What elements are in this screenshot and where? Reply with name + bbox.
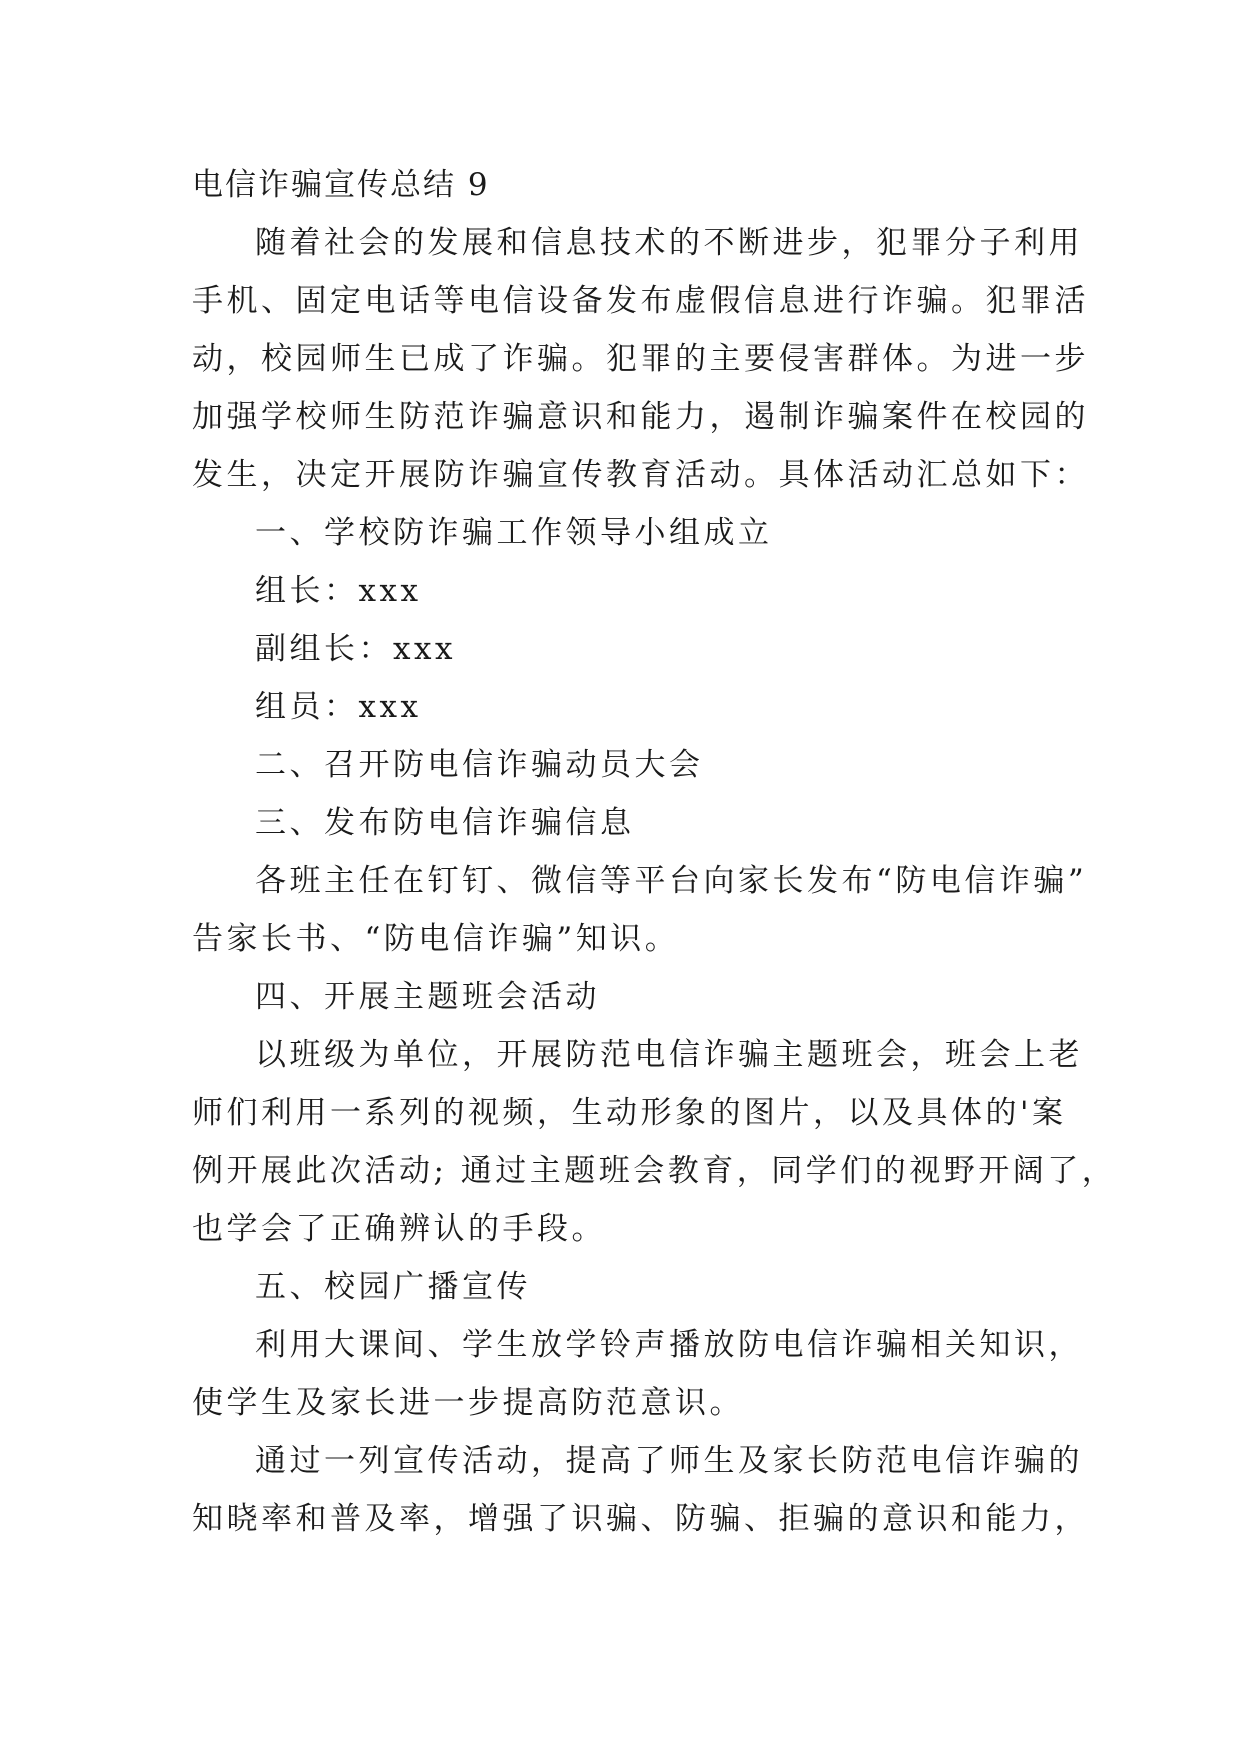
paragraph-line: 组长：xxx xyxy=(255,573,422,609)
paragraph-line: 使学生及家长进一步提高防范意识。 xyxy=(192,1385,744,1421)
document-title: 电信诈骗宣传总结 9 xyxy=(192,167,490,203)
paragraph-line: 副组长：xxx xyxy=(255,631,456,667)
section-heading: 五、校园广播宣传 xyxy=(255,1269,531,1305)
section-heading: 二、召开防电信诈骗动员大会 xyxy=(255,747,704,783)
paragraph-line: 以班级为单位，开展防范电信诈骗主题班会，班会上老 xyxy=(255,1037,1083,1073)
section-heading: 三、发布防电信诈骗信息 xyxy=(255,805,635,841)
paragraph-line: 利用大课间、学生放学铃声播放防电信诈骗相关知识， xyxy=(255,1327,1083,1363)
paragraph-line: 随着社会的发展和信息技术的不断进步，犯罪分子利用 xyxy=(255,225,1083,261)
paragraph-line: 手机、固定电话等电信设备发布虚假信息进行诈骗。犯罪活 xyxy=(192,283,1089,319)
paragraph-line: 告家长书、“防电信诈骗”知识。 xyxy=(192,921,680,957)
paragraph-line: 也学会了正确辨认的手段。 xyxy=(192,1211,606,1247)
paragraph-line: 动，校园师生已成了诈骗。犯罪的主要侵害群体。为进一步 xyxy=(192,341,1089,377)
paragraph-line: 加强学校师生防范诈骗意识和能力，遏制诈骗案件在校园的 xyxy=(192,399,1089,435)
section-heading: 四、开展主题班会活动 xyxy=(255,979,600,1015)
paragraph-line: 通过一列宣传活动，提高了师生及家长防范电信诈骗的 xyxy=(255,1443,1083,1479)
paragraph-line: 各班主任在钉钉、微信等平台向家长发布“防电信诈骗” xyxy=(255,863,1088,899)
paragraph-line: 例开展此次活动; 通过主题班会教育，同学们的视野开阔了， xyxy=(192,1153,1117,1189)
paragraph-line: 师们利用一系列的视频，生动形象的图片，以及具体的'案 xyxy=(192,1095,1067,1131)
paragraph-line: 知晓率和普及率，增强了识骗、防骗、拒骗的意识和能力， xyxy=(192,1501,1089,1537)
paragraph-line: 发生，决定开展防诈骗宣传教育活动。具体活动汇总如下： xyxy=(192,457,1089,493)
section-heading: 一、学校防诈骗工作领导小组成立 xyxy=(255,515,773,551)
paragraph-line: 组员：xxx xyxy=(255,689,422,725)
